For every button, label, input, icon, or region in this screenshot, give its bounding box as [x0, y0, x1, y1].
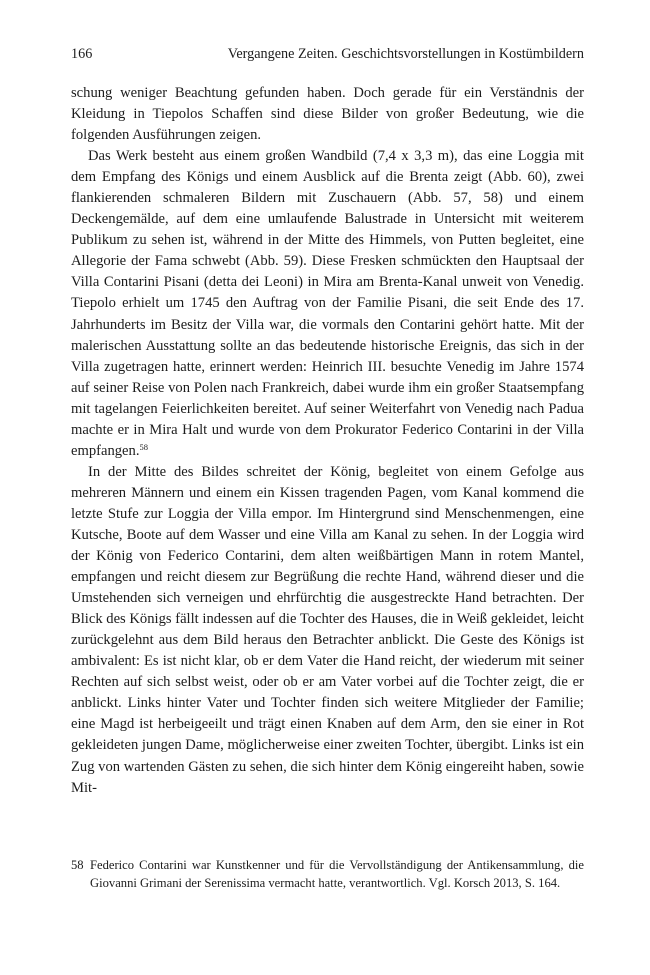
footnote-number: 58: [71, 858, 84, 872]
paragraph-continuation: schung weniger Beachtung gefunden haben. Doch gerade für ein Verständnis der Kleidung in Tiepolos Schaffen sind diese Bilder von großer Bedeutung, wie die folgenden Ausführungen zeigen.: [71, 85, 584, 144]
paragraph-scene-description: In der Mitte des Bildes schreitet der König, begleitet von einem Gefolge aus mehreren Männern und einem ein Kissen tragenden Pagen, vom Kanal kommend die letzte Stufe zur Loggia der Villa empor. Im Hintergrund sind Menschenmengen, eine Kutsche, Boote auf dem Wasser und eine Villa am Kanal zu sehen. In der Loggia wird der König von Federico Contarini, dem alten weißbärtigen Mann in rotem Mantel, empfangen und reicht diesem zur Begrüßung die rechte Hand, während dieser und die Umstehenden sich verneigen und ehrfürchtig die ausgestreckte Hand betrachten. Der Blick des Königs fällt indessen auf die Tochter des Hauses, die in Weiß gekleidet, leicht zurückgelehnt aus dem Bild heraus den Betrachter anblickt. Die Geste des Königs ist ambivalent: Es ist nicht klar, ob er dem Vater die Hand reicht, der wiederum mit seiner Rechten auf sich selbst weist, oder ob er am Vater vorbei auf die Tochter zeigt, die er anblickt. Links hinter Vater und Tochter finden sich weitere Mitglieder der Familie; eine Magd ist herbeigeeilt und trägt einen Knaben auf dem Arm, den sie einer in Rot gekleideten jungen Dame, möglicherweise einer zweiten Tochter, übergibt. Links ist ein Zug von wartenden Gästen zu sehen, die sich hinter dem König eingereiht haben, sowie Mit-: [71, 463, 584, 796]
running-header: [71, 46, 584, 68]
paragraph-text: Das Werk besteht aus einem großen Wandbild (7,4 x 3,3 m), das eine Loggia mit dem Empfang des Königs und einem Ausblick auf die Brenta zeigt (Abb. 60), zwei flankierenden schmaleren Bildern mit Zuschauern (Abb. 57, 58) und einem Deckengemälde, auf dem eine umlaufende Balustrade in Untersicht mit weiterem Publikum zu sehen ist, während in der Mitte des Himmels, von Putten begleitet, eine Allegorie der Fama schwebt (Abb. 59). Diese Fresken schmückten den Hauptsaal der Villa Contarini Pisani (detta dei Leoni) in Mira am Brenta-Kanal unweit von Venedig. Tiepolo erhielt um 1745 den Auftrag von der Familie Pisani, die seit Ende des 17. Jahrhunderts im Besitz der Villa war, die vormals den Contarini gehört hatte. Mit der malerischen Ausstattung sollte an das bedeutende historische Ereignis, das sich in der Villa zugetragen hatte, erinnert werden: Heinrich III. besuchte Venedig im Jahre 1574 auf seiner Reise von Polen nach Frankreich, dabei wurde ihm ein großer Staatsempfang mit tagelangen Feierlichkeiten bereitet. Auf seiner Weiterfahrt von Venedig nach Padua machte er in Mira Halt und wurde von dem Prokurator Federico Contarini in der Villa empfangen.: [71, 148, 584, 459]
running-title: Vergangene Zeiten. Geschichtsvorstellungen in Kostümbildern: [227, 46, 584, 62]
footnote-text: Federico Contarini war Kunstkenner und für die Vervollständigung der Antikensammlung, die Giovanni Grimani der Serenissima vermacht hatte, verantwortlich. Vgl. Korsch 2013, S. 164.: [90, 858, 584, 890]
main-text: [71, 83, 584, 799]
paragraph-villa-description: [71, 146, 584, 462]
footnote: [71, 857, 584, 892]
page-number: 166: [71, 46, 93, 62]
footnote-reference[interactable]: 58: [139, 441, 148, 452]
